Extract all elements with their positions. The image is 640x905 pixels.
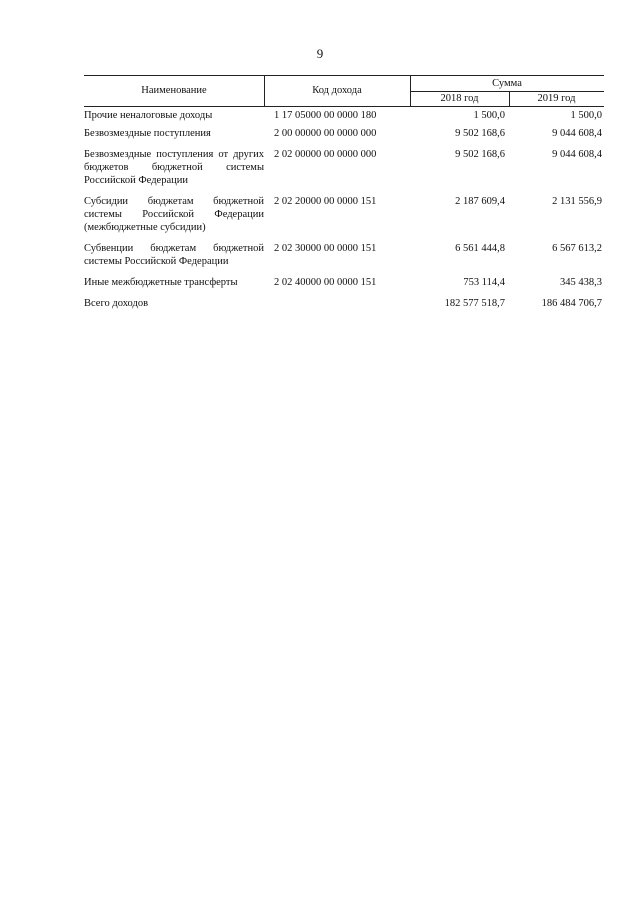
row-value-2019: 9 044 608,4 [552, 149, 602, 160]
row-value-2018: 9 502 168,6 [455, 149, 505, 160]
header-year-2018: 2018 год [410, 91, 510, 106]
table-row [84, 195, 604, 234]
table-row [84, 276, 604, 289]
row-name: Субвенции бюджетам бюджетной системы Российской Федерации [84, 243, 264, 267]
row-code: 2 02 30000 00 0000 151 [274, 243, 377, 254]
row-name: Иные межбюджетные трансферты [84, 277, 238, 288]
row-value-2019: 9 044 608,4 [552, 128, 602, 139]
table-row [84, 148, 604, 187]
row-value-2019: 186 484 706,7 [541, 298, 602, 309]
table-row [84, 242, 604, 268]
row-value-2019: 1 500,0 [570, 110, 602, 121]
row-value-2018: 1 500,0 [473, 110, 505, 121]
table-row [84, 109, 604, 122]
header-name: Наименование [84, 76, 265, 106]
page-number: 9 [316, 46, 324, 61]
row-value-2018: 2 187 609,4 [455, 196, 505, 207]
row-name: Прочие неналоговые доходы [84, 110, 213, 121]
row-name: Субсидии бюджетам бюджетной системы Российской Федерации (межбюджетные субсидии) [84, 196, 264, 233]
row-code: 2 02 40000 00 0000 151 [274, 277, 377, 288]
row-name: Безвозмездные поступления [84, 128, 211, 139]
row-value-2018: 9 502 168,6 [455, 128, 505, 139]
row-value-2018: 753 114,4 [463, 277, 505, 288]
table-row [84, 127, 604, 140]
table-header [84, 75, 604, 107]
header-code: Код дохода [264, 76, 411, 106]
row-value-2018: 182 577 518,7 [444, 298, 505, 309]
row-value-2019: 345 438,3 [560, 277, 602, 288]
row-code: 1 17 05000 00 0000 180 [274, 110, 377, 121]
table-row-total [84, 297, 604, 310]
header-sum: Сумма [410, 76, 604, 92]
row-code: 2 00 00000 00 0000 000 [274, 128, 377, 139]
revenue-table [84, 75, 604, 310]
header-year-2019: 2019 год [537, 93, 576, 104]
row-value-2019: 2 131 556,9 [552, 196, 602, 207]
row-name: Всего доходов [84, 298, 149, 309]
row-code: 2 02 20000 00 0000 151 [274, 196, 377, 207]
row-code: 2 02 00000 00 0000 000 [274, 149, 377, 160]
row-value-2018: 6 561 444,8 [455, 243, 505, 254]
row-name: Безвозмездные поступления от других бюджетов бюджетной системы Российской Федерации [84, 149, 264, 186]
row-value-2019: 6 567 613,2 [552, 243, 602, 254]
